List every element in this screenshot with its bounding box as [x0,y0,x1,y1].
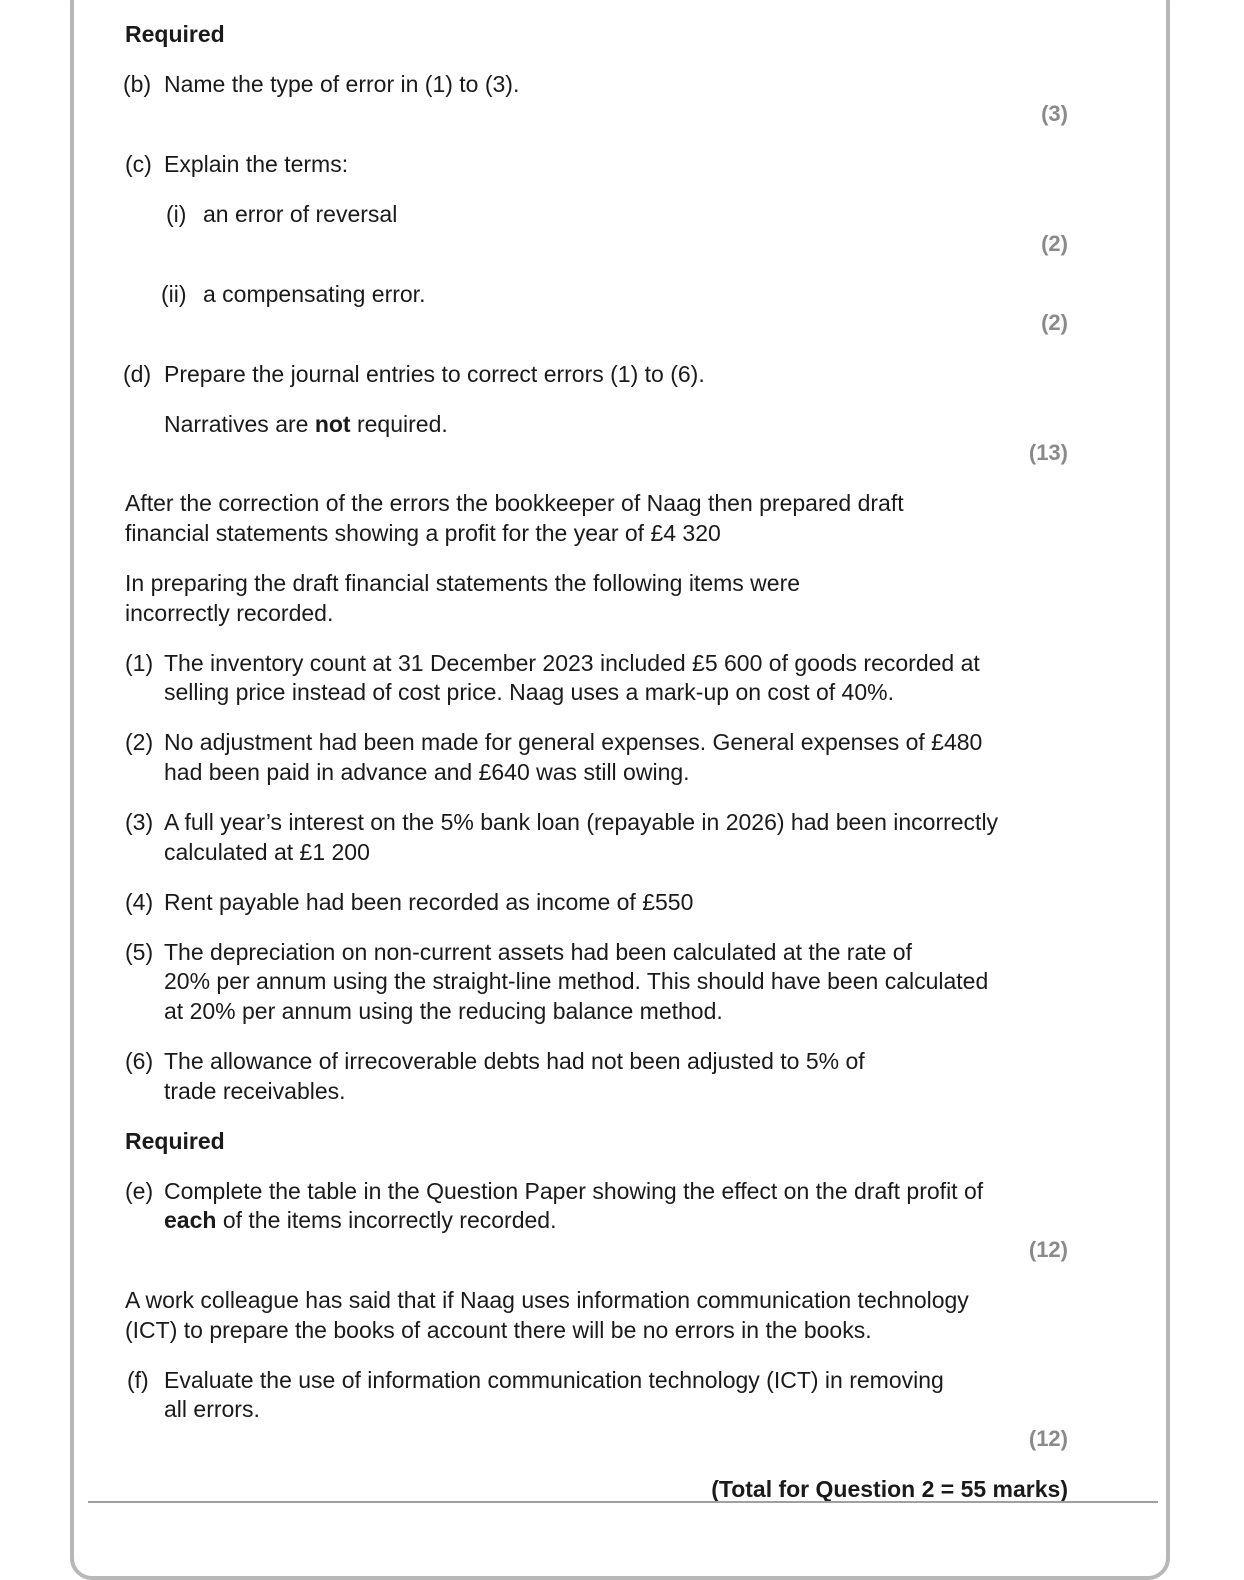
part-d-note-post: required. [350,411,448,437]
part-c-ii-label: (ii) [161,281,187,307]
item-3-label: (3) [125,809,154,835]
item-5-line-3: at 20% per annum using the reducing balance method. [164,998,723,1024]
item-5-line-2: 20% per annum using the straight-line method. This should have been calculated [164,968,989,994]
part-c-label: (c) [125,151,152,177]
item-2-line-2: had been paid in advance and £640 was still owing. [164,759,690,785]
item-2-line-1: No adjustment had been made for general expenses. General expenses of £480 [164,729,983,755]
part-e-label: (e) [125,1178,154,1204]
part-f-marks: (12) [1028,1426,1068,1451]
part-b-label: (b) [123,71,152,97]
item-2-label: (2) [125,729,154,755]
required-heading: Required [125,21,225,47]
item-1-line-1: The inventory count at 31 December 2023 included £5 600 of goods recorded at [164,650,980,676]
item-3-line-1: A full year’s interest on the 5% bank loan (repayable in 2026) had been incorrectly [164,809,999,835]
part-f-line-1: Evaluate the use of information communication technology (ICT) in removing [164,1367,944,1393]
part-e-marks: (12) [1028,1237,1068,1262]
part-d-label: (d) [123,361,152,387]
part-e-line-2 [164,1205,556,1235]
item-4-label: (4) [125,889,154,915]
part-b-text: Name the type of error in (1) to (3). [164,71,520,97]
paragraph-2-line-2: incorrectly recorded. [125,600,334,626]
item-6-line-2: trade receivables. [164,1078,346,1104]
paragraph-1-line-1: After the correction of the errors the bookkeeper of Naag then prepared draft [125,490,904,516]
item-5-line-1: The depreciation on non-current assets had been calculated at the rate of [164,939,912,965]
part-d-note [164,409,448,439]
part-f-line-2: all errors. [164,1396,260,1422]
item-1-label: (1) [125,650,154,676]
item-6-line-1: The allowance of irrecoverable debts had not been adjusted to 5% of [164,1048,865,1074]
required-heading-2: Required [125,1128,225,1154]
part-c-i-marks: (2) [1041,231,1068,256]
part-d-note-bold: not [314,411,351,437]
part-d-marks: (13) [1028,440,1068,465]
part-e-line-1: Complete the table in the Question Paper showing the effect on the draft profit of [164,1178,984,1204]
part-c-text: Explain the terms: [164,151,349,177]
part-d-text: Prepare the journal entries to correct errors (1) to (6). [164,361,705,387]
bottom-rule [88,1501,1158,1503]
item-5-label: (5) [125,939,154,965]
part-c-ii-text: a compensating error. [203,281,426,307]
part-c-i-label: (i) [166,201,187,227]
question-total: (Total for Question 2 = 55 marks) [711,1476,1068,1502]
part-e-line-2-post: of the items incorrectly recorded. [216,1207,557,1233]
paragraph-3-line-1: A work colleague has said that if Naag uses information communication technology [125,1287,969,1313]
part-c-i-text: an error of reversal [203,201,398,227]
part-d-note-pre: Narratives are [164,411,315,437]
part-e-line-2-bold: each [164,1207,217,1233]
item-4-line-1: Rent payable had been recorded as income of £550 [164,889,694,915]
item-3-line-2: calculated at £1 200 [164,839,370,865]
paragraph-2-line-1: In preparing the draft financial statements the following items were [125,570,801,596]
item-6-label: (6) [125,1048,154,1074]
part-f-label: (f) [127,1367,149,1393]
paragraph-3-line-2: (ICT) to prepare the books of account there will be no errors in the books. [125,1317,872,1343]
paragraph-1-line-2: financial statements showing a profit for the year of £4 320 [125,520,721,546]
item-1-line-2: selling price instead of cost price. Naag uses a mark-up on cost of 40%. [164,679,894,705]
part-b-marks: (3) [1041,101,1068,126]
part-c-ii-marks: (2) [1041,310,1068,335]
